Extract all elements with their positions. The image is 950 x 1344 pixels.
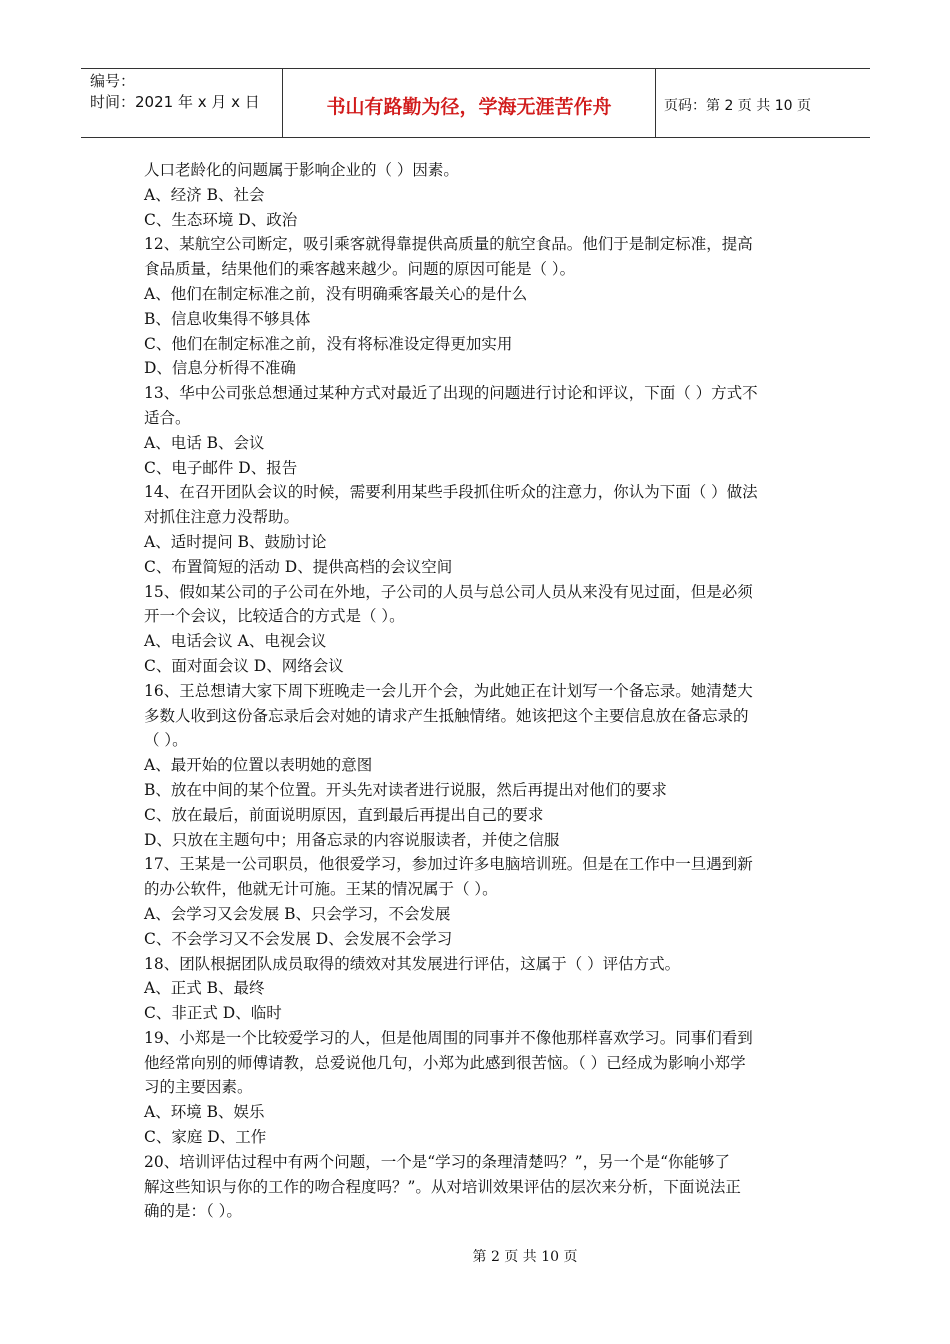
text-line: B、信息收集得不够具体 xyxy=(144,309,311,328)
text-line: 人口老龄化的问题属于影响企业的（ ）因素。 xyxy=(144,161,459,179)
page-footer: 第 2 页 共 10 页 xyxy=(472,1249,578,1265)
text-line: C、不会学习又不会发展 D、会发展不会学习 xyxy=(144,929,453,948)
text-line: 确的是：（ ）。 xyxy=(144,1202,242,1221)
text-line: 12、某航空公司断定，吸引乘客就得靠提供高质量的航空食品。他们于是制定标准，提高 xyxy=(144,235,753,254)
text-line: 开一个会议，比较适合的方式是（ ）。 xyxy=(144,607,405,626)
text-line: 多数人收到这份备忘录后会对她的请求产生抵触情绪。她该把这个主要信息放在备忘录的 xyxy=(144,706,749,725)
text-line: 18、团队根据团队成员取得的绩效对其发展进行评估，这属于（ ）评估方式。 xyxy=(144,954,681,973)
text-line: 14、在召开团队会议的时候，需要利用某些手段抓住听众的注意力，你认为下面（ ）做法 xyxy=(144,483,758,502)
text-line: 15、假如某公司的子公司在外地，子公司的人员与总公司人员从来没有见过面，但是必须 xyxy=(144,582,753,601)
text-line: 16、王总想请大家下周下班晚走一会儿开个会，为此她正在计划写一个备忘录。她清楚大 xyxy=(144,681,753,700)
question-body xyxy=(144,158,812,1224)
text-line: 17、王某是一公司职员，他很爱学习，参加过许多电脑培训班。但是在工作中一旦遇到新 xyxy=(144,855,753,874)
text-line: A、会学习又会发展 B、只会学习，不会发展 xyxy=(144,904,451,923)
text-line: C、他们在制定标准之前，没有将标准设定得更加实用 xyxy=(144,334,513,353)
text-line: C、电子邮件 D、报告 xyxy=(144,458,298,477)
text-line: C、放在最后，前面说明原因，直到最后再提出自己的要求 xyxy=(144,805,544,824)
text-line: C、家庭 D、工作 xyxy=(144,1128,267,1147)
text-line: A、他们在制定标准之前，没有明确乘客最关心的是什么 xyxy=(144,284,528,303)
date-label: 时间：2021 年 x 月 x 日 xyxy=(90,93,260,111)
text-line: A、电话会议 A、电视会议 xyxy=(144,632,327,651)
text-line: 19、小郑是一个比较爱学习的人，但是他周围的同事并不像他那样喜欢学习。同事们看到 xyxy=(144,1028,753,1047)
text-line: 20、培训评估过程中有两个问题，一个是“学习的条理清楚吗？”，另一个是“你能够了 xyxy=(144,1152,730,1171)
text-line: 习的主要因素。 xyxy=(144,1078,253,1097)
text-line: 的办公软件，他就无计可施。王某的情况属于（ ）。 xyxy=(144,880,498,899)
header-meta xyxy=(81,69,283,137)
text-line: 解这些知识与你的工作的吻合程度吗？”。从对培训效果评估的层次来分析，下面说法正 xyxy=(144,1177,741,1196)
text-line: 他经常向别的师傅请教，总爱说他几句，小郑为此感到很苦恼。（ ）已经成为影响小郑学 xyxy=(144,1053,746,1072)
text-line: C、生态环境 D、政治 xyxy=(144,210,298,229)
text-line: B、放在中间的某个位置。开头先对读者进行说服，然后再提出对他们的要求 xyxy=(144,780,667,799)
text-line: A、最开始的位置以表明她的意图 xyxy=(144,756,373,775)
text-line: A、正式 B、最终 xyxy=(144,979,265,998)
text-line: D、只放在主题句中；用备忘录的内容说服读者，并使之信服 xyxy=(144,830,560,849)
text-line: C、布置简短的活动 D、提供高档的会议空间 xyxy=(144,557,453,576)
serial-label: 编号： xyxy=(90,72,136,90)
text-line: A、环境 B、娱乐 xyxy=(144,1103,265,1122)
text-line: （ ）。 xyxy=(144,731,188,750)
text-line: C、非正式 D、临时 xyxy=(144,1004,282,1023)
text-line: 13、华中公司张总想通过某种方式对最近了出现的问题进行讨论和评议，下面（ ）方式不 xyxy=(144,384,758,403)
header-motto: 书山有路勤为径，学海无涯苦作舟 xyxy=(283,69,656,137)
text-line: 对抓住注意力没帮助。 xyxy=(144,508,300,527)
text-line: A、适时提问 B、鼓励讨论 xyxy=(144,532,327,551)
header-page-code: 页码：第 2 页 共 10 页 xyxy=(664,98,811,114)
text-line: A、电话 B、会议 xyxy=(144,433,265,452)
text-line: 适合。 xyxy=(144,408,191,427)
page-header xyxy=(81,68,870,138)
text-line: A、经济 B、社会 xyxy=(144,185,265,204)
text-line: D、信息分析得不准确 xyxy=(144,359,296,378)
text-line: 食品质量，结果他们的乘客越来越少。问题的原因可能是（ ）。 xyxy=(144,260,576,279)
text-line: C、面对面会议 D、网络会议 xyxy=(144,656,344,675)
